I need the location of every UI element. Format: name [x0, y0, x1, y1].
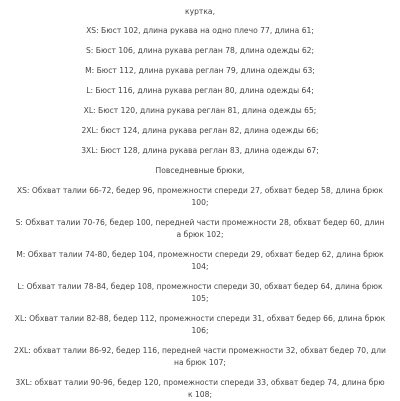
jacket-size-3xl: 3XL: Бюст 128, длина рукава реглан 83, длина одежды 67;	[81, 146, 319, 155]
trousers-size-3xl: 3XL: обхват талии 90-96, бедер 120, промежности спереди 33, обхват бедер 74, длина брюк 108;	[15, 378, 385, 399]
trousers-size-xs: XS: Обхват талии 66-72, бедер 96, промежности спереди 27, обхват бедер 58, длина брюк 100;	[16, 186, 384, 207]
jacket-size-xl: XL: Бюст 120, длина рукава реглан 81, длина одежды 65;	[83, 106, 317, 115]
jacket-size-2xl: 2XL: бюст 124, длина рукава реглан 82, длина одежды 66;	[81, 126, 319, 135]
trousers-size-s: S: Обхват талии 70-76, бедер 100, передней части промежности 28, обхват бедер 60, длина брюк 102;	[15, 218, 385, 239]
jacket-size-s: S: Бюст 106, длина рукава реглан 78, длина одежды 62;	[85, 46, 315, 55]
trousers-size-m: M: Обхват талии 74-80, бедер 104, промежности спереди 29, обхват бедер 62, длина брюк 104;	[16, 250, 384, 271]
trousers-title: Повседневные брюки,	[155, 166, 245, 175]
trousers-size-xl: XL: Обхват талии 82-88, бедер 112, промежности спереди 31, обхват бедер 66, длина брюк 106;	[14, 314, 386, 335]
jacket-size-l: L: Бюст 116, длина рукава реглан 80, длина одежды 64;	[86, 86, 314, 95]
trousers-size-2xl: 2XL: обхват талии 86-92, бедер 116, передней части промежности 32, обхват бедер 70, длина брюк 107;	[14, 346, 386, 367]
jacket-title: куртка,	[185, 7, 215, 16]
jacket-size-xs: XS: Бюст 102, длина рукава на одно плечо 77, длина 61;	[86, 26, 314, 35]
trousers-size-l: L: Обхват талии 78-84, бедер 108, промежности спереди 30, обхват бедер 64, длина брюк 105;	[17, 282, 383, 303]
jacket-size-m: M: Бюст 112, длина рукава реглан 79, длина одежды 63;	[85, 66, 315, 75]
